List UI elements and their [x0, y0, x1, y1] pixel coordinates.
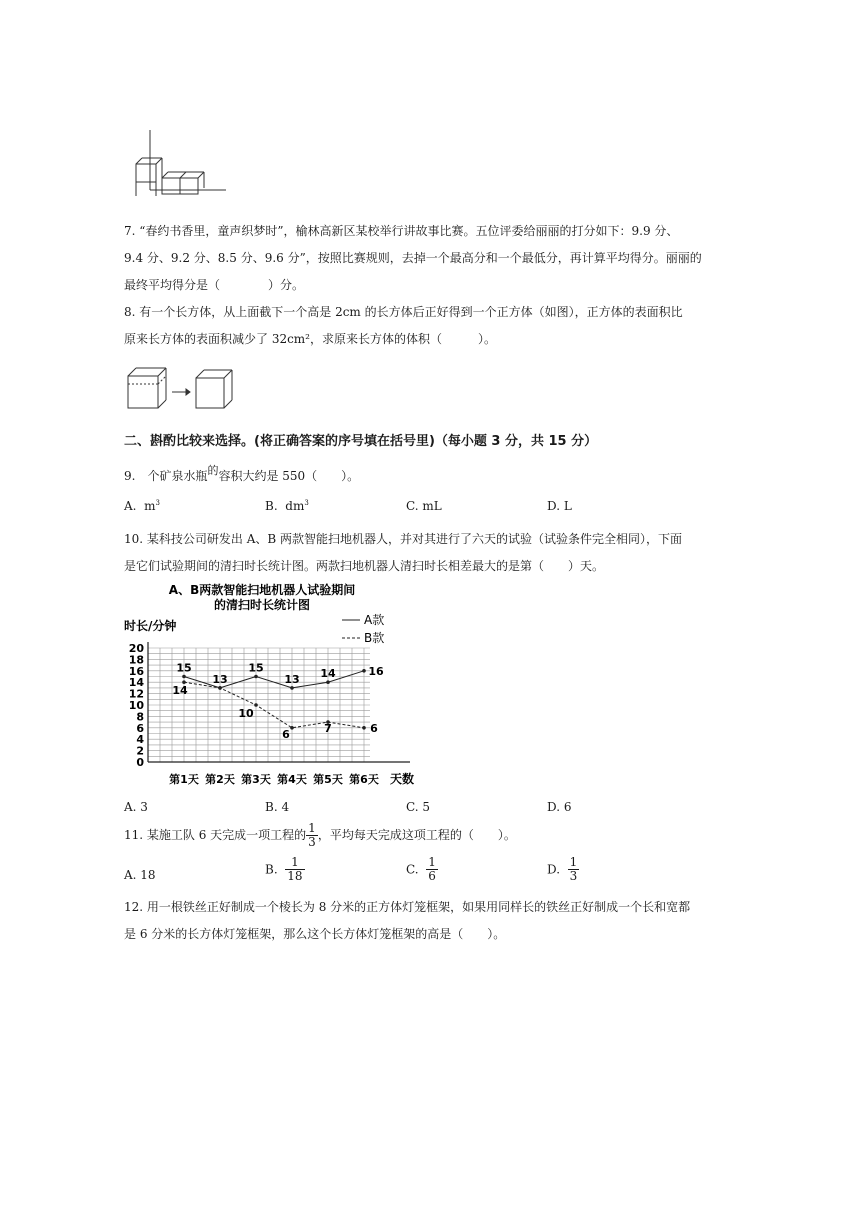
section-2-heading: 二、斟酌比较来选择。(将正确答案的序号填在括号里)（每小题 3 分，共 15 分） [124, 434, 598, 449]
q9-option-d: D. L [547, 499, 572, 513]
data-label-a: 15 [176, 661, 192, 675]
y-tick-label: 10 [128, 699, 144, 712]
q11-fraction [306, 822, 318, 849]
data-point-b [218, 686, 222, 690]
y-tick-label: 6 [136, 721, 144, 735]
q11-option-b-num: 1 [285, 856, 304, 870]
q9-option-a-unit: m [144, 499, 156, 513]
q11-frac-den: 3 [308, 835, 316, 849]
chart-legend [342, 612, 384, 645]
q10-option-c: C. 5 [406, 800, 431, 814]
legend-b-label: B款 [364, 631, 385, 645]
y-tick-label: 0 [136, 756, 144, 769]
y-tick-label: 18 [128, 653, 144, 667]
data-label-b: 6 [282, 727, 290, 741]
q9-stem-a: 9. 个矿泉水瓶 [124, 469, 208, 483]
series-line-a [184, 671, 364, 688]
x-tick-label: 第4天 [277, 773, 307, 786]
q12-line2: 是 6 分米的长方体灯笼框架，那么这个长方体灯笼框架的高是（ ）。 [124, 927, 506, 941]
data-label-b: 7 [324, 722, 332, 736]
q11-option-b-letter: B. [265, 862, 278, 877]
q10-line1: 10. 某科技公司研发出 A、B 两款智能扫地机器人，并对其进行了六天的试验（试验条件完全相同），下面 [124, 532, 683, 546]
q8-line2: 原来长方体的表面积减少了 32cm²，求原来长方体的体积（ ）。 [124, 332, 496, 346]
q11-option-d-den: 3 [569, 869, 578, 883]
data-label-a: 13 [212, 672, 228, 686]
chart-subtitle: 的清扫时长统计图 [213, 598, 311, 612]
q9-option-b [265, 499, 309, 513]
q9-option-c: C. mL [406, 499, 442, 513]
data-label-a: 16 [368, 664, 384, 678]
q11-option-c [406, 856, 438, 883]
cubes-figure [128, 128, 228, 196]
x-tick-label: 第3天 [241, 773, 271, 786]
data-point-a [182, 675, 186, 679]
chart-title: A、B两款智能扫地机器人试验期间 [168, 583, 356, 597]
y-tick-label: 16 [128, 664, 144, 678]
y-tick-label: 2 [136, 744, 144, 758]
data-label-b: 14 [172, 684, 188, 698]
q9-option-b-unit: dm [285, 499, 305, 513]
y-tick-label: 8 [136, 710, 144, 724]
y-tick-label: 12 [128, 687, 144, 701]
q10-option-b: B. 4 [265, 800, 290, 814]
q9-option-b-exp: 3 [304, 499, 309, 507]
x-tick-label: 第6天 [349, 773, 379, 786]
cleaning-time-line-chart [120, 578, 440, 818]
q11-option-d-num: 1 [569, 855, 578, 869]
q8-line1: 8. 有一个长方体，从上面截下一个高是 2cm 的长方体后正好得到一个正方体（如图），正方体的表面积比 [124, 305, 683, 319]
q9-stem-sup: 的 [207, 464, 219, 477]
q10-option-d: D. 6 [547, 800, 572, 814]
x-tick-label: 第1天 [169, 773, 199, 786]
data-point-a [326, 680, 330, 684]
q11-stem-b: ，平均每天完成这项工程的（ ）。 [317, 828, 516, 842]
q9-option-a [124, 499, 160, 513]
data-point-a [290, 686, 294, 690]
q11-stem [124, 822, 516, 849]
data-point-b [254, 703, 258, 707]
data-label-b: 10 [238, 707, 254, 720]
data-label-a: 14 [320, 667, 336, 681]
x-tick-label: 第5天 [313, 773, 343, 786]
data-point-b [290, 726, 294, 730]
y-tick-label: 4 [136, 733, 144, 747]
q12-line1: 12. 用一根铁丝正好制成一个棱长为 8 分米的正方体灯笼框架，如果用同样长的铁丝正好制成一个长和宽都 [124, 900, 691, 914]
data-point-b [362, 726, 366, 730]
q9-stem-b: 容积大约是 550（ ）。 [218, 469, 360, 483]
data-label-a: 15 [248, 661, 264, 675]
q11-option-c-num: 1 [428, 855, 436, 869]
x-tick-label: 第2天 [205, 773, 235, 786]
q11-option-c-den: 6 [428, 869, 436, 883]
q11-option-d [547, 856, 579, 883]
q7-line1: 7. “春约书香里，童声织梦时”，榆林高新区某校举行讲故事比赛。五位评委给丽丽的打分如下：9.9 分、 [124, 224, 679, 238]
q11-option-a: A. 18 [124, 868, 156, 882]
q11-option-b [265, 856, 305, 883]
data-point-a [362, 669, 366, 673]
cuboid-to-cube-figure [124, 362, 236, 412]
q11-option-c-letter: C. [406, 862, 419, 877]
q9-option-a-letter: A. [124, 499, 137, 513]
q9-option-b-letter: B. [265, 499, 278, 513]
legend-a-label: A款 [364, 613, 385, 627]
y-tick-label: 20 [128, 642, 144, 655]
q10-option-a: A. 3 [124, 800, 148, 814]
data-label-a: 13 [284, 672, 300, 686]
q9-stem [124, 462, 359, 484]
data-point-a [254, 675, 258, 679]
y-tick-label: 14 [128, 676, 144, 690]
q11-option-b-den: 18 [287, 869, 303, 883]
q7-line2: 9.4 分、9.2 分、8.5 分、9.6 分”，按照比赛规则，去掉一个最高分和一个最低分，再计算平均得分。丽丽的 [124, 251, 702, 265]
q11-option-d-letter: D. [547, 862, 561, 877]
q10-line2: 是它们试验期间的清扫时长统计图。两款扫地机器人清扫时长相差最大的是第（ ）天。 [124, 559, 605, 573]
chart-xlabel: 天数 [390, 772, 415, 786]
q9-option-a-exp: 3 [155, 499, 160, 507]
chart-ylabel: 时长/分钟 [124, 619, 177, 633]
data-label-b: 6 [370, 721, 378, 735]
q11-frac-num: 1 [308, 821, 316, 835]
q7-line3: 最终平均得分是（ ）分。 [124, 278, 305, 292]
q11-stem-a: 11. 某施工队 6 天完成一项工程的 [124, 828, 307, 842]
